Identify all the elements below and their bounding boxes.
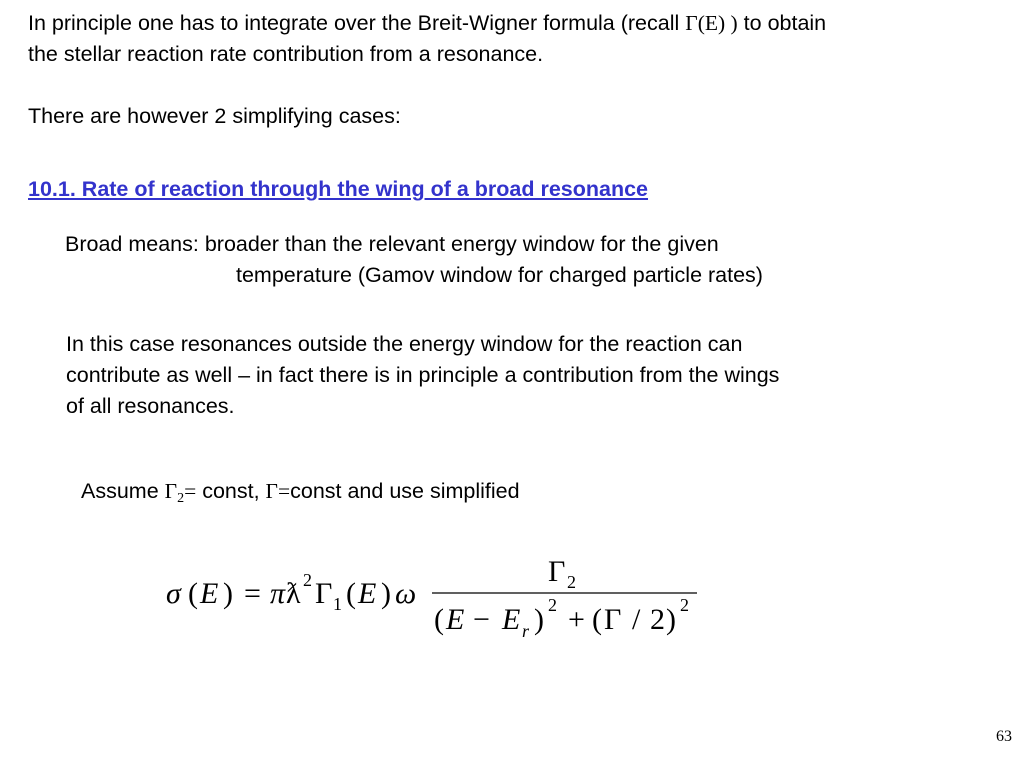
formula-lparen-1: ( [188, 577, 198, 610]
section-heading: 10.1. Rate of reaction through the wing of a broad resonance [28, 177, 649, 201]
in-this-case-line-3: of all resonances. [66, 394, 235, 418]
const-use-simplified-text: const and use simplified [290, 479, 520, 503]
broad-means-line-1: Broad means: broader than the relevant energy window for the given [65, 232, 719, 256]
broad-means-line-2: temperature (Gamov window for charged particle rates) [236, 263, 763, 287]
formula-omega: ω [395, 577, 417, 610]
formula-denominator-rparen: ) [534, 603, 544, 636]
formula-denominator-r-subscript: r [522, 621, 530, 641]
formula-numerator-gamma: Γ [548, 555, 566, 588]
page-number: 63 [996, 728, 1012, 745]
formula-denominator-minus: − [473, 603, 490, 636]
formula-pi: π [270, 577, 286, 610]
formula-numerator-subscript: 2 [567, 572, 576, 592]
formula-denominator-lparen: ( [434, 603, 444, 636]
formula-denominator-e: E [446, 603, 465, 636]
intro-line-1-text-after: to obtain [737, 11, 827, 35]
gamma-symbol: Γ [265, 479, 278, 503]
formula-e-2: E [358, 577, 377, 610]
intro-line-1 [28, 8, 826, 39]
equals-sign-1: = [184, 479, 197, 503]
formula-sigma: σ [166, 577, 181, 610]
const-text-1: const, [196, 479, 266, 503]
breit-wigner-formula [160, 548, 720, 648]
formula-denominator-lparen-2: ( [592, 603, 602, 636]
formula-denominator-superscript-2: 2 [680, 595, 689, 615]
assume-word: Assume [81, 479, 165, 503]
formula-rparen-2: ) [381, 577, 391, 610]
formula-lambda: ƛ [286, 577, 301, 610]
intro-line-1-text-before: In principle one has to integrate over the Breit-Wigner formula (recall [28, 11, 686, 35]
formula-denominator-superscript-1: 2 [548, 595, 557, 615]
formula-lparen-2: ( [346, 577, 356, 610]
gamma2-subscript: 2 [177, 491, 185, 506]
formula-denominator-slash: / [632, 603, 641, 636]
formula-denominator-er: E [502, 603, 521, 636]
gamma2-symbol: Γ [164, 479, 178, 503]
formula-denominator-two: 2 [650, 603, 665, 636]
intro-line-2: the stellar reaction rate contribution from a resonance. [28, 42, 544, 66]
formula-denominator-gamma: Γ [604, 603, 622, 636]
simplifying-cases-text: There are however 2 simplifying cases: [28, 104, 401, 128]
in-this-case-line-2: contribute as well – in fact there is in principle a contribution from the wings [66, 363, 780, 387]
formula-equals: = [244, 577, 261, 610]
formula-lambda-superscript: 2 [303, 570, 312, 590]
gamma-e-symbol: Γ(E) ) [685, 11, 738, 35]
assume-line [81, 476, 520, 514]
formula-denominator-rparen-2: ) [666, 603, 676, 636]
formula-denominator-plus: + [568, 603, 585, 636]
equals-sign-2: = [277, 479, 291, 503]
formula-e-1: E [200, 577, 219, 610]
formula-gamma-1-subscript: 1 [333, 594, 342, 614]
formula-gamma-1: Γ [315, 577, 333, 610]
formula-rparen-1: ) [223, 577, 233, 610]
in-this-case-line-1: In this case resonances outside the energy window for the reaction can [66, 332, 743, 356]
